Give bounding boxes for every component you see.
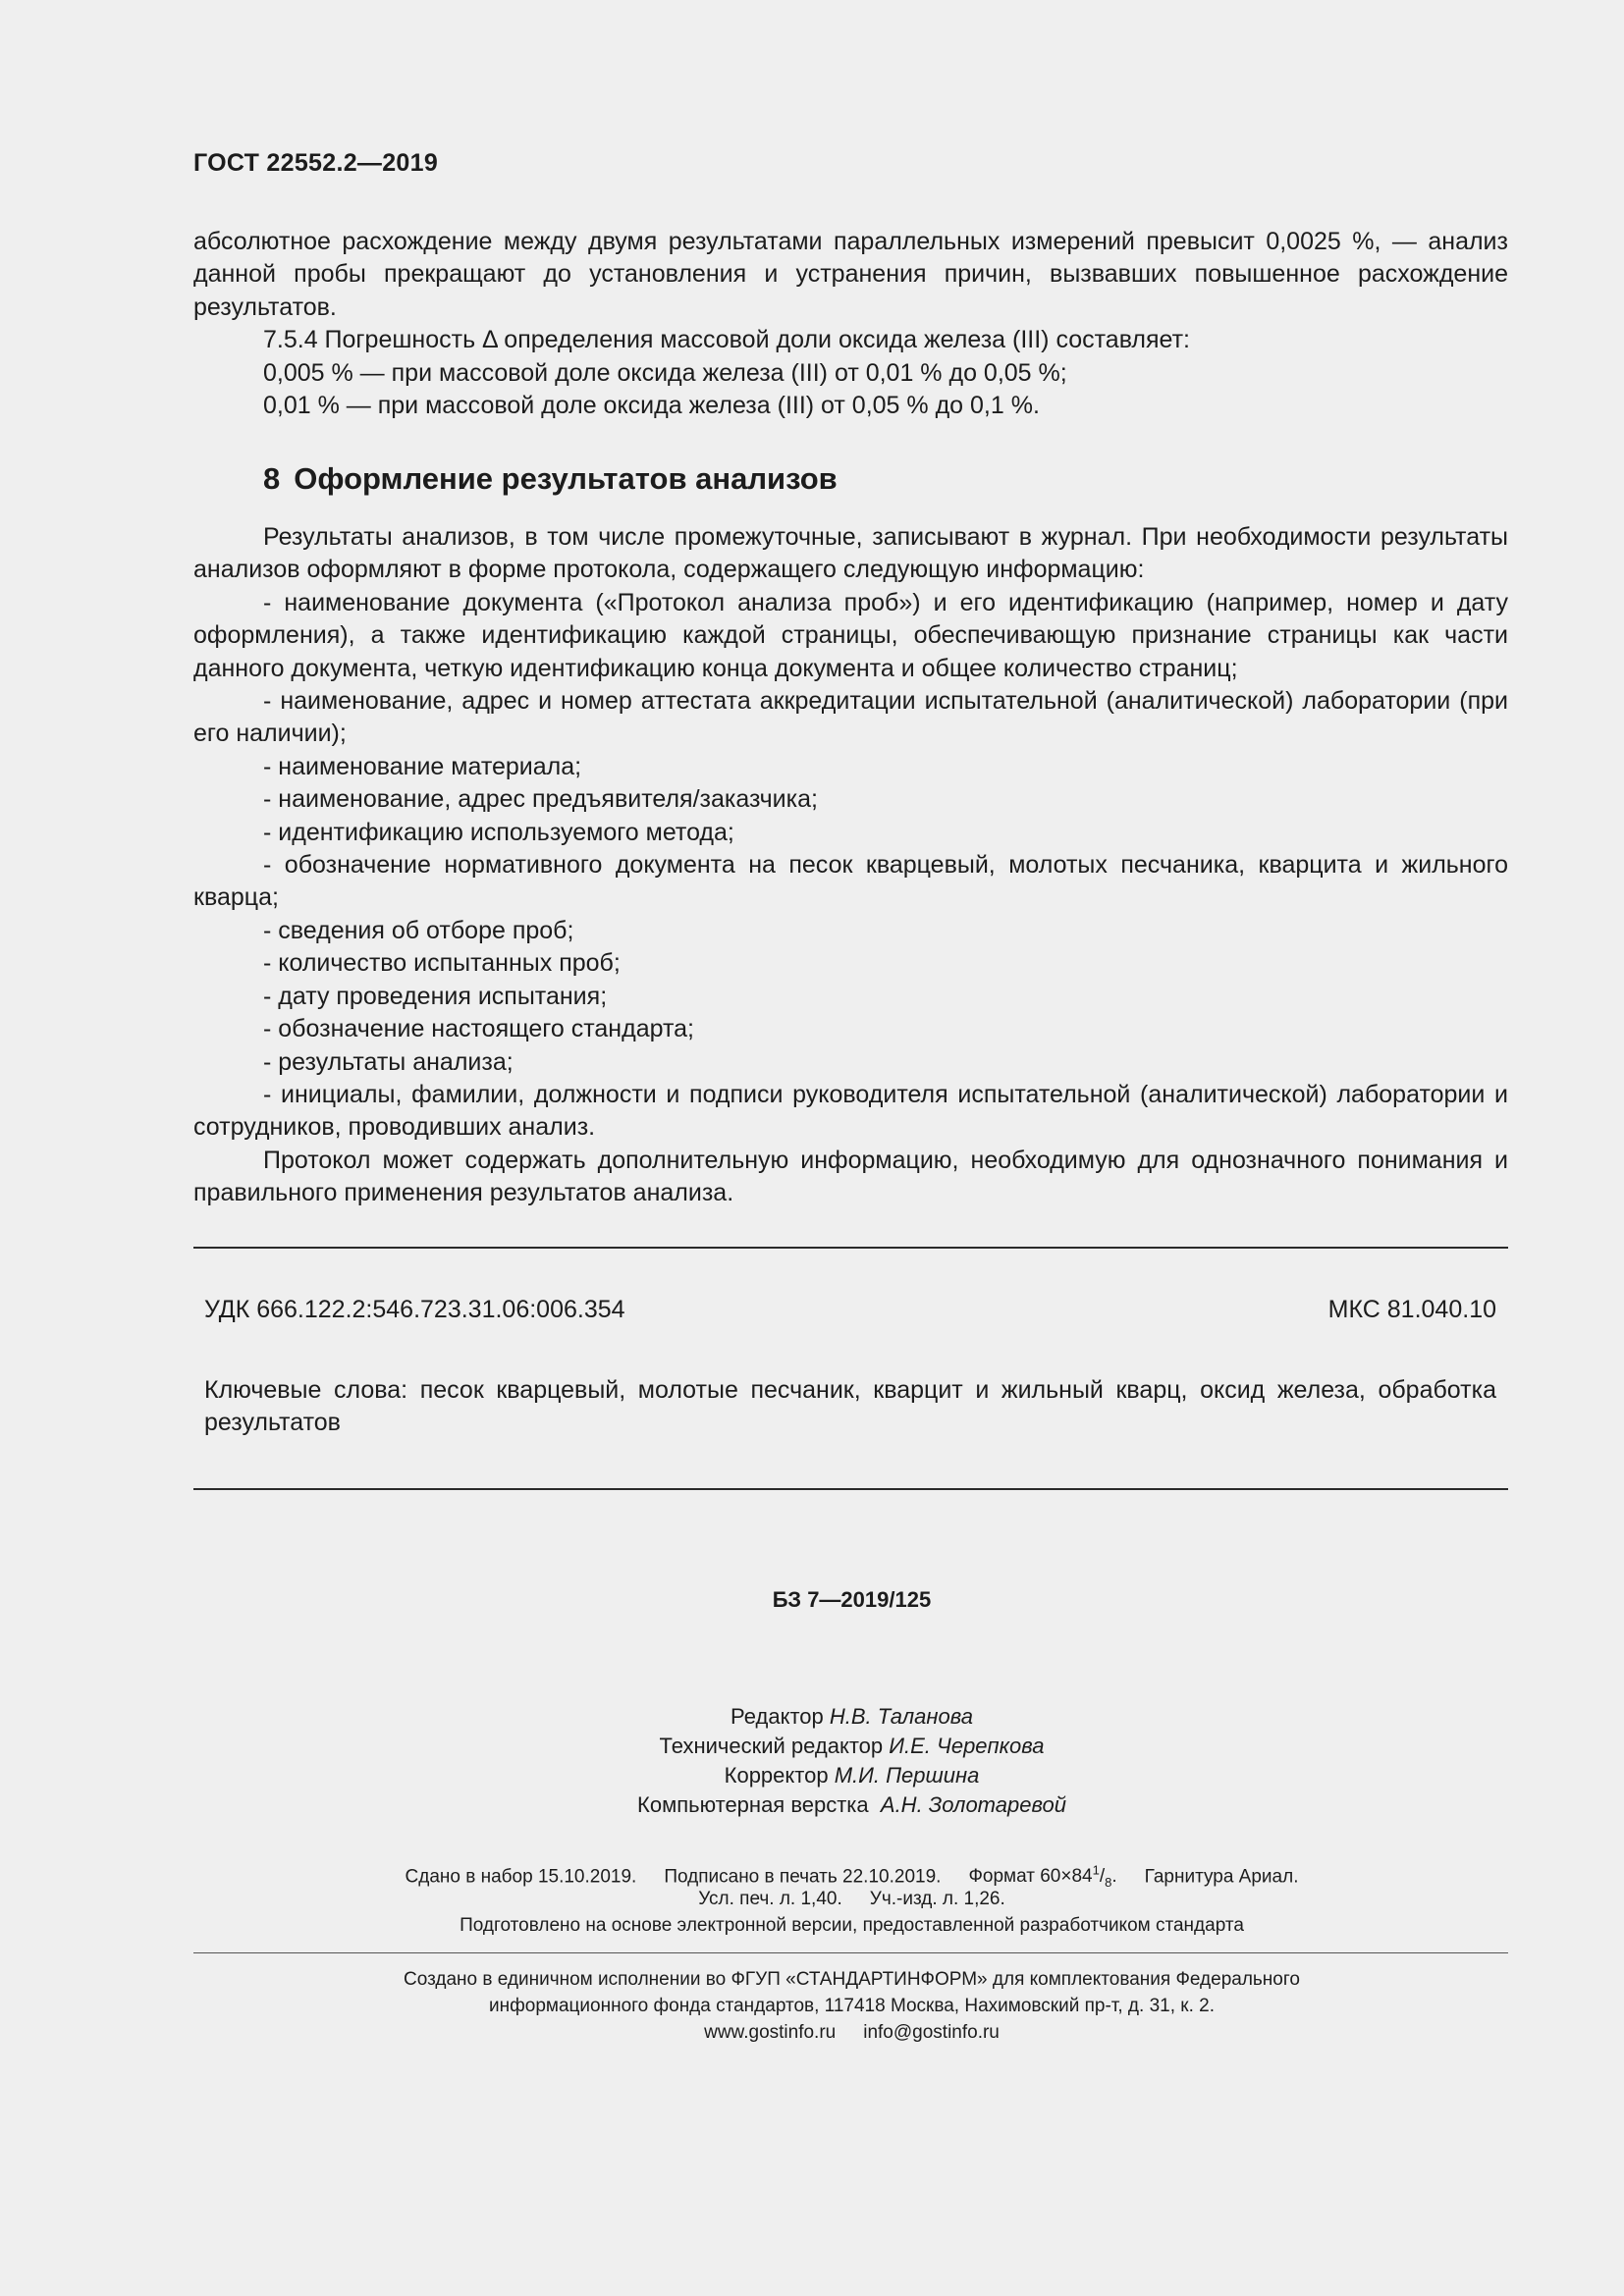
imprint-prepared: Подготовлено на основе электронной версии, предоставленной разработчиком стандарта	[460, 1915, 1244, 1936]
credit-name: А.Н. Золотаревой	[880, 1792, 1066, 1817]
credit-name: И.Е. Черепкова	[889, 1734, 1045, 1758]
divider	[193, 1247, 1508, 1249]
list-item: - наименование, адрес предъявителя/заказчика;	[263, 785, 818, 814]
credit-role: Корректор	[724, 1763, 829, 1788]
imprint-format: Формат $60\times 84^1/_8$.	[968, 1863, 1117, 1891]
list-item: - результаты анализа;	[263, 1047, 514, 1076]
paragraph: абсолютное расхождение между двумя результатами параллельных измерений превысит 0,0025 %, — анализ данной пробы прекращают до установления и устранения причин, вызвавших повышенное расхождение результатов.	[193, 228, 1508, 321]
footer-contacts	[0, 2019, 1624, 2046]
imprint-signed: Подписано в печать 22.10.2019.	[664, 1866, 942, 1888]
credit-role: Компьютерная верстка	[637, 1792, 869, 1817]
list-item: - наименование документа («Протокол анализа проб») и его идентификацию (например, номер и дату оформления), а также идентификацию каждой страницы, обеспечивающую признание страницы как части данного документа, четкую идентификацию конца документа и общее количество страниц;	[193, 588, 1508, 682]
intro-text	[193, 226, 1508, 422]
paragraph: 0,005 % — при массовой доле оксида железа (III) от 0,01 % до 0,05 %;	[263, 358, 1067, 387]
imprint-uch: Уч.-изд. л. 1,26.	[869, 1889, 1005, 1909]
credit-name: Н.В. Таланова	[829, 1704, 973, 1729]
section-number: 8	[263, 461, 281, 496]
mks-code: МКС 81.040.10	[1327, 1296, 1496, 1323]
keywords: Ключевые слова: песок кварцевый, молотые песчаник, кварцит и жильный кварц, оксид железа, обработка результатов	[204, 1376, 1496, 1436]
list-item: - наименование, адрес и номер аттестата аккредитации испытательной (аналитической) лаборатории (при его наличии);	[193, 687, 1508, 748]
list-item: - обозначение настоящего стандарта;	[263, 1015, 694, 1043]
list-item: - дату проведения испытания;	[263, 982, 608, 1010]
imprint-line-2	[0, 1886, 1624, 1912]
imprint-sent: Сдано в набор 15.10.2019.	[405, 1866, 637, 1888]
bz-number: БЗ 7—2019/125	[772, 1587, 932, 1612]
email-link[interactable]: info@gostinfo.ru	[863, 2022, 1000, 2043]
imprint-usl: Усл. печ. л. 1,40.	[698, 1889, 842, 1909]
divider	[193, 1488, 1508, 1490]
paragraph: 7.5.4 Погрешность Δ определения массовой доли оксида железа (III) составляет:	[263, 326, 1191, 354]
udk-code: УДК 666.122.2:546.723.31.06:006.354	[204, 1296, 625, 1323]
list-item: - идентификацию используемого метода;	[263, 818, 734, 846]
website-link[interactable]: www.gostinfo.ru	[704, 2022, 837, 2043]
paragraph: Результаты анализов, в том числе промежуточные, записывают в журнал. При необходимости результаты анализов оформляют в форме протокола, содержащего следующую информацию:	[193, 523, 1508, 584]
credit-role: Редактор	[731, 1704, 824, 1729]
paragraph: 0,01 % — при массовой доле оксида железа (III) от 0,05 % до 0,1 %.	[263, 392, 1040, 420]
credit-line	[0, 1702, 1624, 1732]
divider	[193, 1952, 1508, 1953]
list-item: - количество испытанных проб;	[263, 949, 621, 978]
imprint-font: Гарнитура Ариал.	[1144, 1866, 1299, 1888]
footer-line-1: Создано в единичном исполнении во ФГУП «СТАНДАРТИНФОРМ» для комплектования Федерального	[404, 1969, 1300, 1990]
section-heading	[263, 461, 838, 497]
credit-line	[0, 1761, 1624, 1790]
list-item: - сведения об отборе проб;	[263, 916, 574, 944]
section-title: Оформление результатов анализов	[294, 461, 838, 496]
list-item: - наименование материала;	[263, 752, 582, 780]
standard-header: ГОСТ 22552.2—2019	[193, 149, 439, 177]
paragraph: Протокол может содержать дополнительную информацию, необходимую для однозначного понимания и правильного применения результатов анализа.	[193, 1146, 1508, 1207]
credit-role: Технический редактор	[659, 1734, 884, 1758]
list-item: - инициалы, фамилии, должности и подписи руководителя испытательной (аналитической) лаборатории и сотрудников, проводивших анализ.	[193, 1080, 1508, 1142]
credit-line	[0, 1790, 1624, 1820]
footer-line-2: информационного фонда стандартов, 117418 Москва, Нахимовский пр-т, д. 31, к. 2.	[489, 1996, 1215, 2016]
credit-line	[0, 1732, 1624, 1761]
section-body	[193, 521, 1508, 1210]
credit-name: М.И. Першина	[834, 1763, 980, 1788]
list-item: - обозначение нормативного документа на песок кварцевый, молотых песчаника, кварцита и жильного кварца;	[193, 851, 1508, 912]
credits	[0, 1702, 1624, 1820]
